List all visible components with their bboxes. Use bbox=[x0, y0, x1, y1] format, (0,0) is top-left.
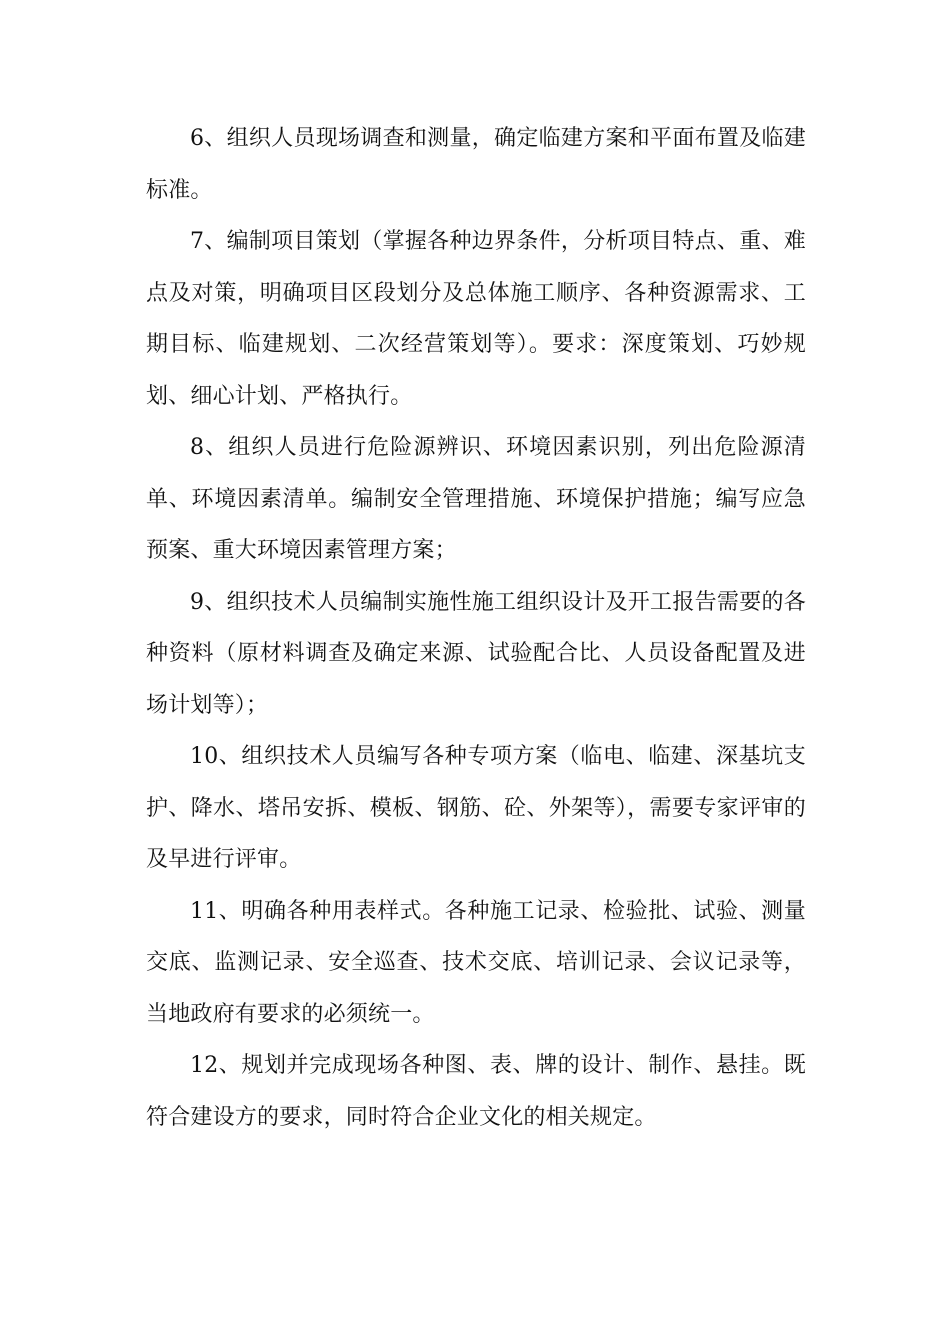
paragraph-item-9: 9、组织技术人员编制实施性施工组织设计及开工报告需要的各种资料（原材料调查及确定来源、试验配合比、人员设备配置及进场计划等）； bbox=[146, 589, 806, 718]
paragraph-item-10: 10、组织技术人员编写各种专项方案（临电、临建、深基坑支护、降水、塔吊安拆、模板、钢筋、砼、外架等），需要专家评审的及早进行评审。 bbox=[146, 744, 806, 872]
paragraph-item-12: 12、规划并完成现场各种图、表、牌的设计、制作、悬挂。既符合建设方的要求，同时符合企业文化的相关规定。 bbox=[146, 1053, 806, 1130]
document-body bbox=[146, 113, 806, 1143]
paragraph-item-7: 7、编制项目策划（掌握各种边界条件，分析项目特点、重、难点及对策，明确项目区段划分及总体施工顺序、各种资源需求、工期目标、临建规划、二次经营策划等）。要求：深度策划、巧妙规划、细心计划、严格执行。 bbox=[146, 229, 806, 409]
paragraph-item-6: 6、组织人员现场调查和测量，确定临建方案和平面布置及临建标准。 bbox=[146, 126, 806, 203]
paragraph-item-11: 11、明确各种用表样式。各种施工记录、检验批、试验、测量交底、监测记录、安全巡查、技术交底、培训记录、会议记录等，当地政府有要求的必须统一。 bbox=[146, 898, 806, 1027]
paragraph-item-8: 8、组织人员进行危险源辨识、环境因素识别，列出危险源清单、环境因素清单。编制安全管理措施、环境保护措施；编写应急预案、重大环境因素管理方案； bbox=[146, 435, 806, 563]
